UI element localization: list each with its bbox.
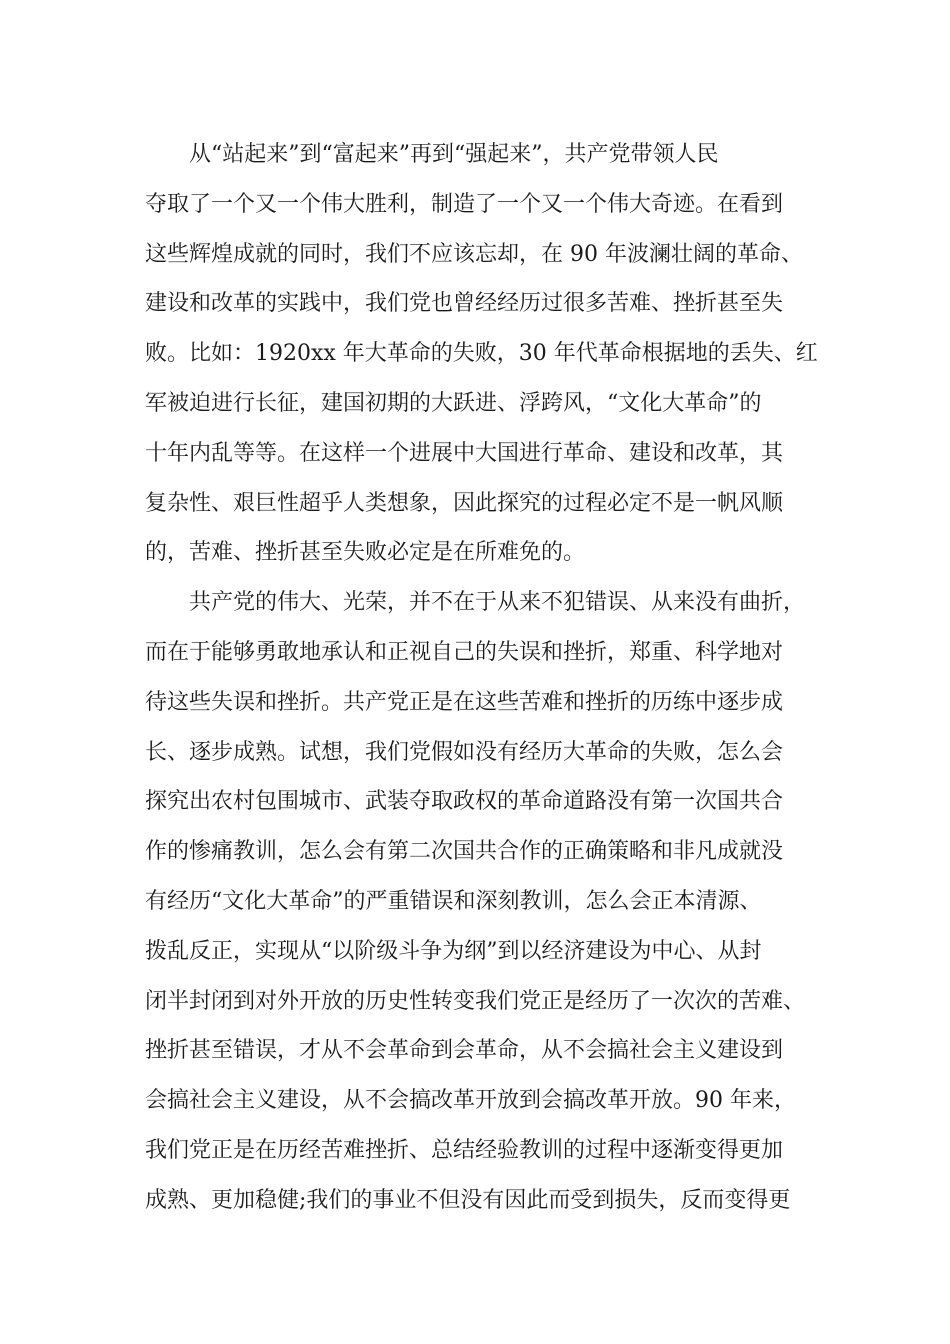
text-line: 的，苦难、挫折甚至失败必定是在所难免的。 [145,540,586,566]
text-line: 闭半封闭到对外开放的历史性转变我们党正是经历了一次次的苦难、 [145,988,806,1014]
text-line: 共产党的伟大、光荣，并不在于从来不犯错误、从来没有曲折， [189,590,806,616]
text-line: 挫折甚至错误，才从不会革命到会革命，从不会搞社会主义建设到 [145,1038,784,1064]
text-line: 作的惨痛教训，怎么会有第二次国共合作的正确策略和非凡成就没 [145,839,784,865]
text-line: 而在于能够勇敢地承认和正视自己的失误和挫折，郑重、科学地对 [145,639,784,665]
text-line: 败。比如：1920xx 年大革命的失败，30 年代革命根据地的丢失、红 [145,341,818,367]
text-line: 探究出农村包围城市、武装夺取政权的革命道路没有第一次国共合 [145,789,784,815]
text-line: 这些辉煌成就的同时，我们不应该忘却，在 90 年波澜壮阔的革命、 [145,241,803,267]
text-line: 建设和改革的实践中，我们党也曾经经历过很多苦难、挫折甚至失 [145,291,784,317]
text-line: 十年内乱等等。在这样一个进展中大国进行革命、建设和改革，其 [145,440,784,466]
body-text [145,130,818,1226]
text-line: 有经历“文化大革命”的严重错误和深刻教训，怎么会正本清源、 [145,888,762,914]
text-line: 军被迫进行长征，建国初期的大跃进、浮跨风，“文化大革命”的 [145,390,762,416]
text-line: 夺取了一个又一个伟大胜利，制造了一个又一个伟大奇迹。在看到 [145,191,784,217]
text-line: 会搞社会主义建设，从不会搞改革开放到会搞改革开放。90 年来， [145,1088,796,1114]
text-line: 复杂性、艰巨性超乎人类想象，因此探究的过程必定不是一帆风顺 [145,490,784,516]
text-line: 我们党正是在历经苦难挫折、总结经验教训的过程中逐渐变得更加 [145,1137,784,1163]
text-line: 拨乱反正，实现从“以阶级斗争为纲”到以经济建设为中心、从封 [145,938,762,964]
text-line: 长、逐步成熟。试想，我们党假如没有经历大革命的失败，怎么会 [145,739,784,765]
text-line: 从“站起来”到“富起来”再到“强起来”，共产党带领人民 [189,142,719,167]
text-line: 成熟、更加稳健;我们的事业不但没有因此而受到损失，反而变得更 [145,1187,791,1213]
text-line: 待这些失误和挫折。共产党正是在这些苦难和挫折的历练中逐步成 [145,689,784,715]
